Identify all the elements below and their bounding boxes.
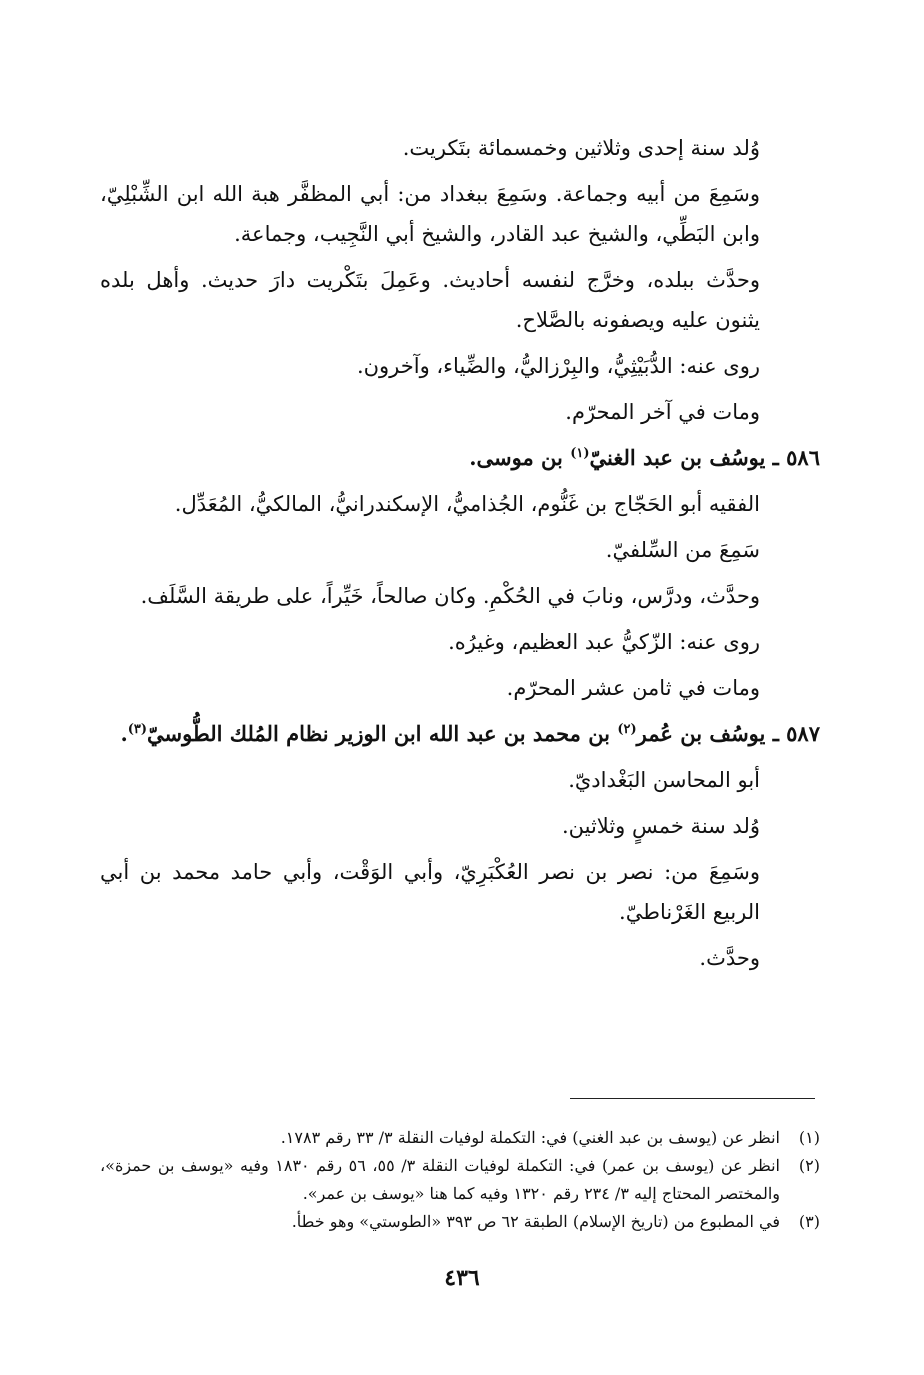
entry-heading-586	[100, 438, 820, 478]
paragraph: أبو المحاسن البَغْداديّ.	[568, 768, 760, 792]
paragraph: وُلد سنة إحدى وثلاثين وخمسمائة بتَكريت.	[402, 136, 760, 160]
paragraph: وحدَّث، ودرَّس، ونابَ في الحُكْمِ. وكان صالحاً، خَيِّراً، على طريقة السَّلَف.	[140, 584, 760, 608]
main-text	[100, 128, 820, 984]
paragraph: وحدَّث.	[699, 946, 760, 970]
footnote-ref: (١)	[570, 446, 590, 461]
entry-title: ٥٨٦ ـ يوسُف بن عبد الغنيّ	[589, 445, 820, 470]
paragraph: روى عنه: الدُّبَيْثِيُّ، والبِرْزاليُّ، والضِّياء، وآخرون.	[356, 354, 760, 378]
footnote-number: (٣)	[798, 1212, 820, 1231]
footnote-text: في المطبوع من (تاريخ الإسلام) الطبقة ٦٢ ص ٣٩٣ «الطوستي» وهو خطأ.	[291, 1212, 780, 1231]
paragraph: وسَمِعَ من: نصر بن نصر العُكْبَرِيّ، وأبي الوَقْت، وأبي حامد محمد بن أبي الربيع الغَرْناطيّ.	[100, 860, 760, 924]
entry-title-end: .	[120, 721, 128, 746]
paragraph: الفقيه أبو الحَجّاج بن غَنُّوم، الجُذاميُّ، الإسكندرانيُّ، المالكيُّ، المُعَدِّل.	[174, 492, 760, 516]
paragraph: ومات في آخر المحرّم.	[565, 400, 760, 424]
footnote-number: (٢)	[798, 1156, 820, 1175]
footnotes	[100, 1124, 820, 1236]
entry-title-rest: بن موسى.	[469, 445, 571, 470]
entry-title-rest: بن محمد بن عبد الله ابن الوزير نظام المُلك الطُّوسيّ	[147, 721, 618, 746]
paragraph: وحدَّث ببلده، وخرَّج لنفسه أحاديث. وعَمِلَ بتَكْريت دارَ حديث. وأهل بلده يثنون عليه ويصفونه بالصَّلاح.	[100, 268, 760, 332]
entry-heading-587	[100, 714, 820, 754]
entry-title: ٥٨٧ ـ يوسُف بن عُمر	[636, 721, 820, 746]
footnote	[100, 1208, 820, 1236]
paragraph: ومات في ثامن عشر المحرّم.	[506, 676, 760, 700]
paragraph: وسَمِعَ من أبيه وجماعة. وسَمِعَ ببغداد من: أبي المظفَّر هبة الله ابن الشِّبْلِيّ، وابن البَطِّي، والشيخ عبد القادر، والشيخ أبي النَّجِيب، وجماعة.	[100, 182, 760, 246]
paragraph: سَمِعَ من السِّلفيّ.	[605, 538, 760, 562]
footnote-text: انظر عن (يوسف بن عمر) في: التكملة لوفيات النقلة ٣/ ٥٥، ٥٦ رقم ١٨٣٠ وفيه «يوسف بن حمزة»، والمختصر المحتاج إليه ٣/ ٢٣٤ رقم ١٣٢٠ وفيه كما هنا «يوسف بن عمر».	[100, 1156, 781, 1203]
footnote-number: (١)	[798, 1128, 820, 1147]
footnote	[100, 1124, 820, 1152]
paragraph: وُلد سنة خمسٍ وثلاثين.	[561, 814, 760, 838]
paragraph: روى عنه: الزّكيُّ عبد العظيم، وغيرُه.	[448, 630, 760, 654]
footnote-ref: (٣)	[127, 722, 148, 737]
page-number: ٤٣٦	[444, 1265, 480, 1291]
footnote	[100, 1152, 820, 1208]
footnote-divider	[570, 1098, 815, 1099]
footnote-ref: (٢)	[617, 722, 637, 737]
footnote-text: انظر عن (يوسف بن عبد الغني) في: التكملة لوفيات النقلة ٣/ ٣٣ رقم ١٧٨٣.	[280, 1128, 780, 1147]
